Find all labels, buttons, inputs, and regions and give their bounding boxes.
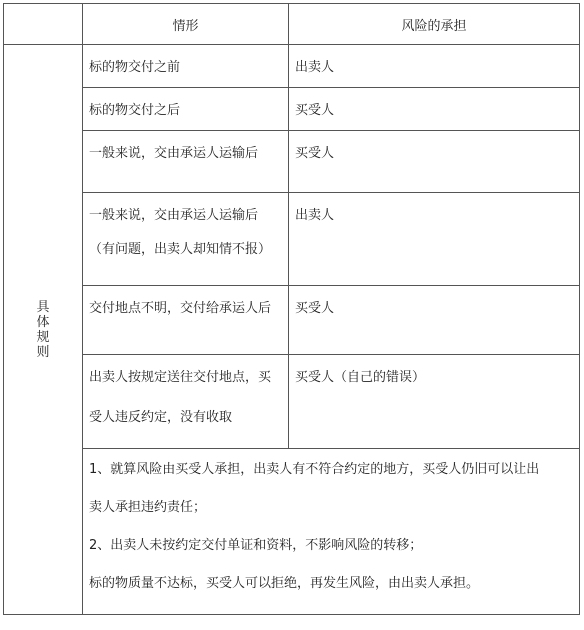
situation-cell: 标的物交付之后 — [83, 88, 289, 131]
situation-line: 出卖人按规定送往交付地点，买 — [89, 370, 272, 385]
situation-cell: 交付地点不明，交付给承运人后 — [83, 286, 289, 355]
bearer-cell: 买受人（自己的错误） — [289, 355, 580, 449]
table-row — [4, 355, 580, 449]
rules-table — [3, 3, 580, 615]
bearer-cell: 出卖人 — [289, 45, 580, 88]
table-row — [4, 286, 580, 355]
situation-line: （有问题，出卖人却知情不报） — [89, 242, 272, 257]
header-risk-bearer: 风险的承担 — [289, 4, 580, 45]
bearer-cell: 出卖人 — [289, 193, 580, 286]
header-blank-cell — [4, 4, 83, 45]
notes-row — [4, 449, 580, 615]
situation-cell — [83, 355, 289, 449]
header-situation: 情形 — [83, 4, 289, 45]
bearer-cell: 买受人 — [289, 88, 580, 131]
table-row — [4, 193, 580, 286]
notes-cell — [83, 449, 580, 615]
table-row — [4, 88, 580, 131]
side-label: 具体规则 — [36, 299, 50, 360]
situation-cell — [83, 193, 289, 286]
situation-cell: 一般来说，交由承运人运输后 — [83, 131, 289, 193]
header-row — [4, 4, 580, 45]
table-row — [4, 131, 580, 193]
note-line: 1、就算风险由买受人承担，出卖人有不符合约定的地方，买受人仍旧可以让出 — [89, 462, 540, 477]
note-line: 卖人承担违约责任； — [89, 500, 207, 515]
side-label-cell — [4, 45, 83, 615]
situation-line: 一般来说，交由承运人运输后 — [89, 208, 259, 223]
note-line: 标的物质量不达标，买受人可以拒绝，再发生风险，由出卖人承担。 — [89, 576, 480, 591]
note-line: 2、出卖人未按约定交付单证和资料，不影响风险的转移； — [89, 538, 423, 553]
situation-line: 受人违反约定，没有收取 — [89, 410, 233, 425]
bearer-cell: 买受人 — [289, 131, 580, 193]
situation-cell: 标的物交付之前 — [83, 45, 289, 88]
table-row — [4, 45, 580, 88]
bearer-cell: 买受人 — [289, 286, 580, 355]
